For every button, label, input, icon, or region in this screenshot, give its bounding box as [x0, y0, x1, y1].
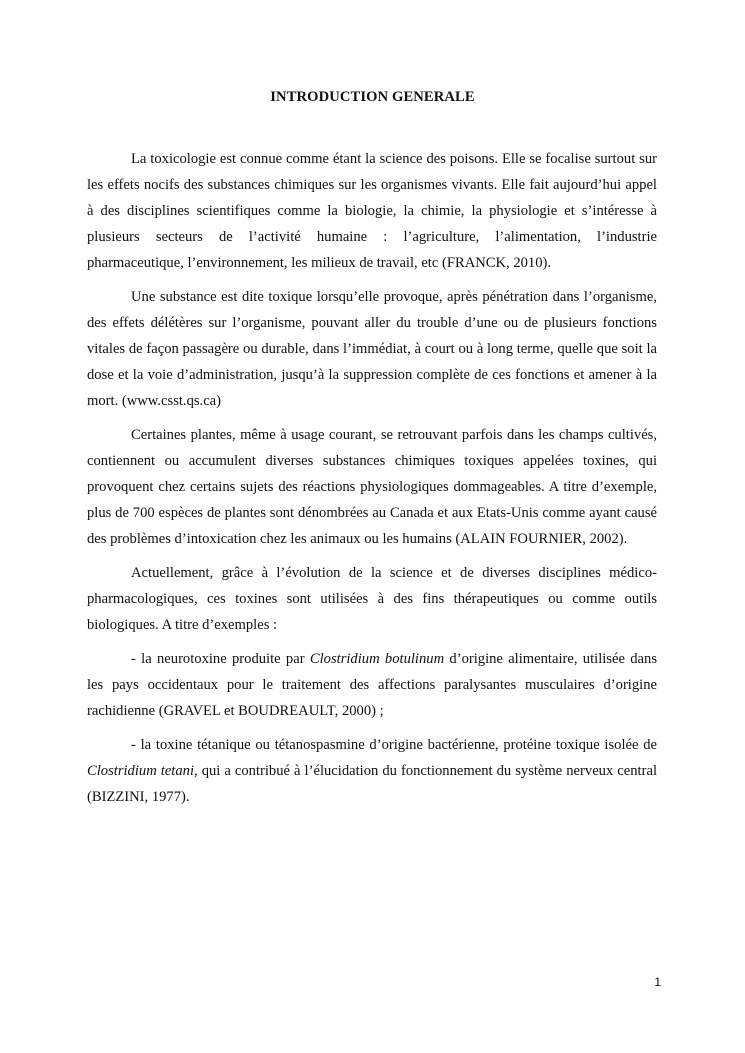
paragraph-toxic-plants [87, 422, 657, 552]
page-number: 1 [654, 975, 661, 989]
paragraph-text: - la toxine tétanique ou tétanospasmine d’origine bactérienne, protéine toxique isolée de [131, 737, 657, 753]
paragraph-text: d’origine alimentaire, utilisée dans les pays occidentaux pour le traitement des affections paralysantes musculaires d’origine rachidienne (GRAVEL et BOUDREAULT, 2000) ; [87, 651, 657, 719]
paragraph-text: - la neurotoxine produite par [131, 651, 310, 667]
paragraph-text: Actuellement, grâce à l’évolution de la science et de diverses disciplines médico-pharmacologiques, ces toxines sont utilisées à des fins thérapeutiques ou comme outils biologiques. A titre d’exemples : [87, 565, 657, 633]
species-name: Clostridium botulinum [309, 651, 445, 667]
paragraph-text: Une substance est dite toxique lorsqu’elle provoque, après pénétration dans l’organisme, des effets délétères sur l’organisme, pouvant aller du trouble d’une ou de plusieurs fonctions vitales de façon passagère ou durable, dans l’immédiat, à court ou à long terme, quelle que soit la dose et la voie d’administration, jusqu’à la suppression complète de ces fonctions et amener à la mort. (www.csst.qs.ca) [87, 289, 657, 409]
paragraph-example-botulinum [87, 646, 657, 724]
paragraph-text: , qui a contribué à l’élucidation du fonctionnement du système nerveux central (BIZZINI, 1977). [87, 763, 657, 805]
paragraph-toxicology-definition [87, 146, 657, 276]
species-name: Clostridium tetani [87, 763, 195, 779]
paragraph-text: La toxicologie est connue comme étant la science des poisons. Elle se focalise surtout sur les effets nocifs des substances chimiques sur les organismes vivants. Elle fait aujourd’hui appel à des disciplines scientifiques comme la biologie, la chimie, la physiologie et s’intéresse à plusieurs secteurs de l’activité humaine : l’agriculture, l’alimentation, l’industrie pharmaceutique, l’environnement, les milieux de travail, etc (FRANCK, 2010). [87, 151, 657, 271]
page-title: INTRODUCTION GENERALE [270, 89, 475, 105]
body-text [87, 146, 657, 818]
paragraph-text: Certaines plantes, même à usage courant, se retrouvant parfois dans les champs cultivés, contiennent ou accumulent diverses substances chimiques toxiques appelées toxines, qui provoquent chez certains sujets des réactions physiologiques dommageables. A titre d’exemple, plus de 700 espèces de plantes sont dénombrées au Canada et aux Etats-Unis comme ayant causé des problèmes d’intoxication chez les animaux ou les humains (ALAIN FOURNIER, 2002). [87, 427, 657, 547]
paragraph-example-tetani [87, 732, 657, 810]
paragraph-toxic-substance [87, 284, 657, 414]
paragraph-therapeutic-uses [87, 560, 657, 638]
